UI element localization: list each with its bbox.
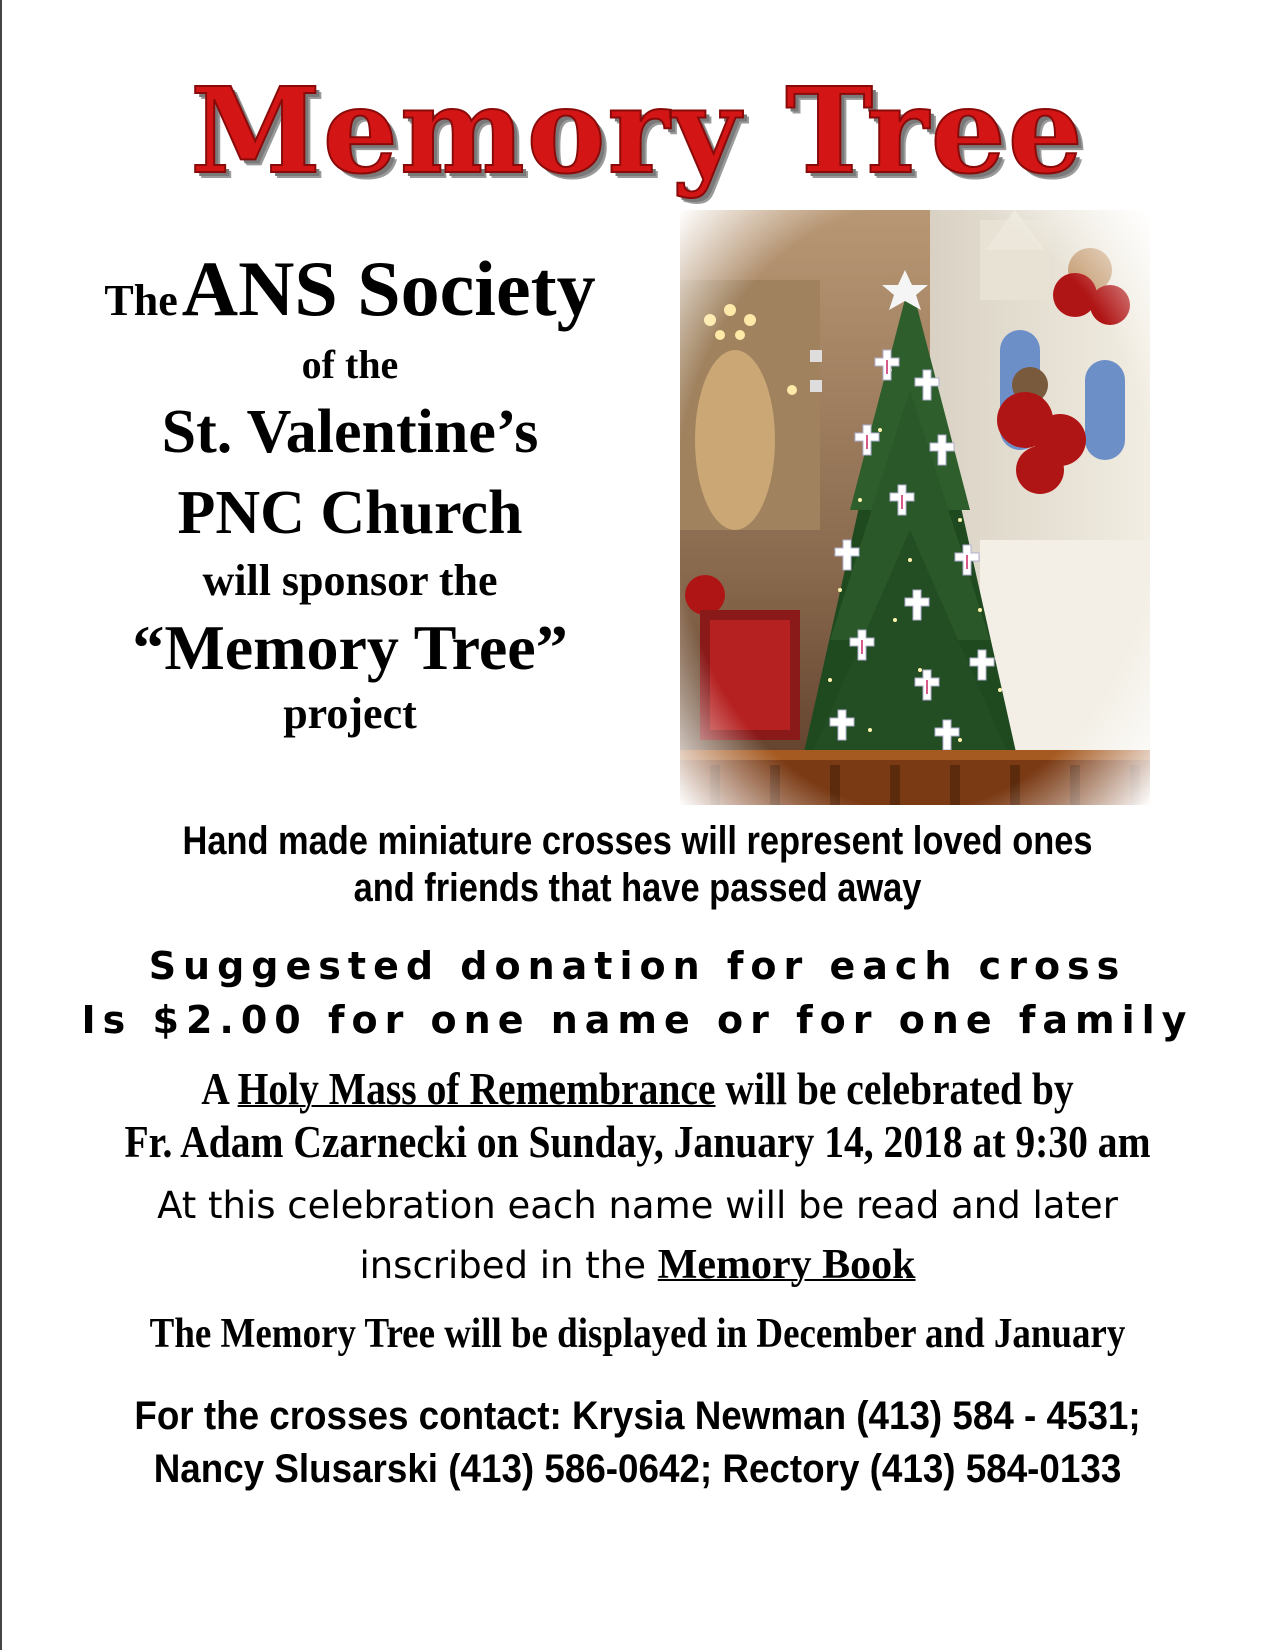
contact-line1: For the crosses contact: Krysia Newman (413) 584 - 4531; [134,1394,1141,1438]
sponsor-text: will sponsor the [202,556,498,606]
donation-line1: Suggested donation for each cross [148,944,1127,988]
donation-info [40,940,1235,1048]
sponsor-heading [60,245,640,332]
mass-prefix: A [201,1063,238,1114]
christmas-tree-photo [680,210,1150,805]
memory-book-text: Memory Book [657,1241,916,1288]
crosses-line2: and friends that have passed away [353,866,922,911]
mass-line2: Fr. Adam Czarnecki on Sunday, January 14, 2018 at 9:30 am [124,1116,1151,1168]
celebration-info [40,1178,1235,1297]
mass-line1 [124,1062,1152,1115]
flyer-title: Memory Tree [190,61,1085,200]
mass-suffix: will be celebrated by [715,1063,1074,1114]
project-word: project [283,689,417,739]
tree-illustration [680,210,1150,805]
celebration-line1: At this celebration each name will be read and later [157,1184,1118,1227]
crosses-description [124,818,1152,912]
society-name: ANS Society [181,245,596,332]
contact-info [88,1390,1187,1496]
the-word: The [104,276,178,325]
display-note: The Memory Tree will be displayed in December and January [149,1311,1126,1357]
contact-line2: Nancy Slusarski (413) 586-0642; Rectory (413) 584-0133 [153,1446,1122,1491]
of-the-text: of the [301,341,399,387]
church-name-line1: St. Valentine’s [161,397,539,466]
project-name: “Memory Tree” [132,612,568,684]
mass-info [124,1062,1152,1169]
donation-line2: Is $2.00 for one name or for one family [81,997,1194,1042]
page-edge-rule [0,0,2,1650]
intro-block [60,245,640,739]
celebration-line2-prefix: inscribed in the [359,1243,658,1287]
celebration-line2 [40,1234,1235,1297]
crosses-line1: Hand made miniature crosses will represent loved ones [182,819,1093,863]
church-name-line2: PNC Church [177,478,523,547]
mass-event-name: Holy Mass of Remembrance [237,1063,716,1114]
